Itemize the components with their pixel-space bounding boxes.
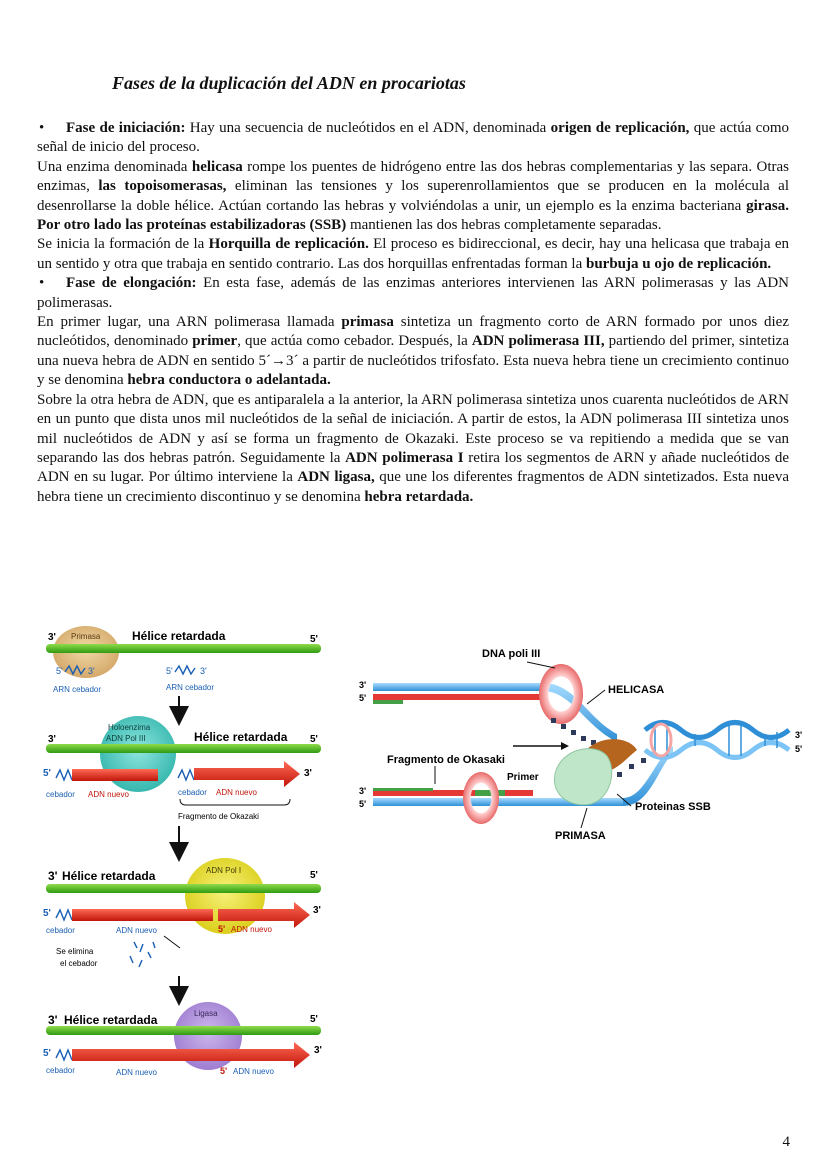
new-dna-segment	[72, 909, 213, 921]
primer-5-label: 5'	[56, 666, 63, 676]
new-dna-segment	[72, 769, 158, 781]
adn-nuevo-label: ADN nuevo	[233, 1067, 274, 1076]
okazaki-red	[505, 790, 533, 796]
label-3prime: 3'	[313, 905, 321, 916]
adn-nuevo-label: ADN nuevo	[231, 925, 272, 934]
text-run: Sobre la otra hebra de ADN, que es antiparalela a la anterior, la ARN polimerasa sintetiza unos cuarenta nucleótidos de ARN en un punto que dista unos mil nucleótidos de la señal de iniciación. A partir de estos, la ADN polimerasa III sintetiza unos mil nucleótidos de ADN y así se forma un fragmento de Okazaki. Este proceso se va repitiendo a medida que se van separando las dos hebras patrón. Seguidamente la	[37, 391, 789, 466]
fragmento-okazaki-label: Fragmento de Okazaki	[178, 812, 259, 821]
label-5prime: 5'	[43, 1048, 51, 1059]
parental-double-helix	[645, 723, 789, 758]
rna-primer-squiggle	[56, 910, 72, 920]
text-run: El proceso es bidireccional, es decir, hay una helicasa que trabaja en un sentido y otra que trabaja en sentido contrario. Las dos horquillas enfrentadas forman la	[37, 236, 789, 272]
pointer-line	[527, 662, 555, 668]
bold-term: Por otro lado las proteínas estabilizadoras (SSB)	[37, 217, 347, 234]
primasa-label: Primasa	[71, 632, 101, 641]
helice-retardada-label: Hélice retardada	[132, 629, 226, 643]
label-3prime: 3'	[314, 1045, 322, 1056]
bold-term: Fase de iniciación:	[66, 120, 186, 136]
text-run: sintetiza un fragmento corto de ARN formado por unos diez nucleótidos, denominado	[37, 314, 790, 350]
topoisomerase-ring	[651, 724, 671, 756]
removed-primer-fragments	[130, 942, 155, 967]
paragraph-primasa	[37, 313, 789, 391]
bold-term: hebra conductora o adelantada.	[127, 372, 331, 389]
text-run: partiendo del primer, sintetiza una nueva hebra de ADN en sentido 5´→3´ a partir de nucleótidos trifosfato. Esta nueva hebra tiene un crecimiento continuo y se denomina	[37, 333, 789, 389]
arn-cebador-label: ARN cebador	[166, 683, 215, 692]
okazaki-green	[373, 788, 433, 791]
okazaki-bracket	[180, 799, 290, 805]
primer-3-label: 3'	[88, 666, 95, 676]
paragraph-horquilla	[37, 235, 789, 274]
bold-term: helicasa	[191, 158, 243, 175]
label-5prime: 5'	[43, 908, 51, 919]
bold-term: Fase de elongación:	[66, 275, 197, 292]
text-run: En esta fase, además de las enzimas anteriores intervienen las ARN polimerasas y las ADN polimerasas.	[37, 275, 789, 311]
text-run: Hay una secuencia de nucleótidos en el ADN, denominada	[185, 120, 551, 136]
adn-nuevo-label: ADN nuevo	[116, 1068, 157, 1077]
text-run: eliminan las tensiones y los superenrollamientos que se producen en la molécula al desenrollarse la doble hélice. Actúan cortando las hebras y volviéndolas a unir, un ejemplo es la enzima bacteriana	[37, 178, 789, 214]
bold-term: primasa	[341, 314, 394, 331]
fragmento-okasaki-label: Fragmento de Okasaki	[387, 754, 505, 766]
proteinas-ssb-label: Proteinas SSB	[635, 801, 711, 813]
label-5prime: 5'	[310, 734, 318, 745]
cebador-label: cebador	[46, 926, 75, 935]
lagging-template-strand	[46, 644, 321, 653]
ligasa-label: Ligasa	[194, 1009, 218, 1018]
label-5prime: 5'	[43, 768, 51, 779]
primasa-enzyme	[554, 749, 611, 805]
label-3prime: 3'	[48, 734, 56, 745]
label-5prime: 5'	[310, 1014, 318, 1025]
rna-primer-squiggle	[175, 666, 195, 674]
paragraph-helicasa	[37, 158, 789, 236]
page-title: Fases de la duplicación del ADN en procariotas	[112, 73, 466, 93]
step-4-ligasa	[43, 1002, 322, 1077]
rna-primer-squiggle	[56, 1050, 72, 1060]
bold-term: ADN polimerasa III,	[471, 333, 605, 350]
arrowhead-icon	[561, 742, 569, 750]
body-text	[37, 119, 789, 507]
new-dna-arrow	[194, 761, 300, 787]
label-3prime: 3'	[304, 768, 312, 779]
adn-nuevo-label: ADN nuevo	[88, 790, 129, 799]
bold-term: ADN ligasa,	[297, 469, 375, 486]
bold-term: burbuja u ojo de replicación.	[586, 255, 772, 272]
adn-pol-i-label: ADN Pol I	[206, 866, 242, 875]
label-5prime: 5'	[310, 870, 318, 881]
text-run: En primer lugar, una ARN polimerasa llamada	[37, 314, 342, 331]
primasa-label: PRIMASA	[555, 830, 606, 842]
pointer-line	[581, 808, 587, 828]
pointer-line	[164, 936, 180, 948]
new-strand-green	[373, 700, 403, 704]
holoenzima-label: Holoenzima	[108, 723, 151, 732]
text-run: retira los segmentos de ARN y añade nucleótidos de ADN en su lugar. Por último interviene la	[37, 449, 789, 486]
label-3prime: 3'	[359, 680, 367, 690]
label-5prime: 5'	[220, 1066, 228, 1076]
arn-cebador-label: ARN cebador	[53, 685, 102, 694]
bold-term: primer	[192, 333, 238, 350]
label-5prime: 5'	[359, 693, 367, 703]
page-number: 4	[782, 1134, 790, 1150]
primer-label: Primer	[507, 772, 539, 783]
step-3-adn-pol-i	[43, 858, 321, 998]
paragraph-elongation	[37, 274, 789, 313]
text-run: que une los diferentes fragmentos de ADN sintetizados. Esta nueva hebra tiene un crecimiento discontinuo y se denomina	[37, 469, 789, 505]
label-3prime: 3'	[48, 1013, 58, 1027]
cebador-label: cebador	[46, 790, 75, 799]
rna-primer-squiggle	[178, 770, 194, 780]
label-5prime: 5'	[310, 634, 318, 645]
template-strand	[373, 683, 543, 691]
primer-3-label: 3'	[200, 666, 207, 676]
bold-term: Horquilla de replicación.	[208, 236, 369, 253]
lagging-template-strand	[46, 1026, 321, 1035]
label-3prime: 3'	[359, 786, 367, 796]
pointer-line	[587, 690, 605, 704]
text-run: Una enzima denominada	[37, 158, 192, 175]
replication-fork-figure	[355, 638, 813, 850]
new-strand-red	[373, 694, 543, 700]
helice-retardada-label: Hélice retardada	[64, 1013, 158, 1027]
rna-primer-squiggle	[56, 770, 72, 780]
el-cebador-label: el cebador	[60, 959, 98, 968]
text-run: Se inicia la formación de la	[37, 236, 209, 253]
label-5prime: 5'	[218, 924, 226, 934]
dna-poli-iii-enzyme	[539, 664, 583, 724]
paragraph-initiation	[37, 119, 789, 158]
helice-retardada-label: Hélice retardada	[194, 730, 288, 744]
bold-term: ADN polimerasa I	[345, 449, 464, 466]
bold-term: girasa.	[746, 197, 789, 214]
bold-term: las topoisomerasas,	[98, 178, 227, 195]
helicasa-label: HELICASA	[608, 684, 665, 696]
lagging-template-strand	[46, 884, 321, 893]
se-elimina-label: Se elimina	[56, 947, 94, 956]
text-run: que actúa como señal de inicio del proceso.	[37, 120, 790, 156]
text-run: mantienen las dos hebras completamente separadas.	[346, 217, 662, 234]
dna-poli-iii-enzyme	[463, 772, 499, 824]
label-3prime: 3'	[48, 869, 58, 883]
lagging-template-strand	[46, 744, 321, 753]
dna-poli-iii-label: DNA poli III	[482, 648, 541, 660]
adn-nuevo-label: ADN nuevo	[116, 926, 157, 935]
primer-5-label: 5'	[166, 666, 173, 676]
paragraph-okazaki	[37, 391, 789, 507]
leading-strand-assembly	[373, 664, 617, 742]
label-3prime: 3'	[48, 632, 56, 643]
adn-pol-iii-label: ADN Pol III	[106, 734, 146, 743]
bold-term: origen de replicación,	[550, 120, 690, 136]
label-5prime: 5'	[795, 744, 803, 754]
step-2-adn-pol-iii	[43, 716, 321, 854]
cebador-label: cebador	[46, 1066, 75, 1075]
adn-nuevo-label: ADN nuevo	[216, 788, 257, 797]
label-3prime: 3'	[795, 730, 803, 740]
helice-retardada-label: Hélice retardada	[62, 869, 156, 883]
label-5prime: 5'	[359, 799, 367, 809]
text-run: rompe los puentes de hidrógeno entre las dos hebras complementarias y las separa. Otras enzimas,	[37, 158, 790, 195]
cebador-label: cebador	[178, 788, 207, 797]
bold-term: hebra retardada.	[364, 488, 474, 505]
lagging-strand-figure	[38, 622, 338, 1088]
step-1-primasa	[46, 626, 321, 718]
text-run: , que actúa como cebador. Después, la	[237, 333, 472, 350]
